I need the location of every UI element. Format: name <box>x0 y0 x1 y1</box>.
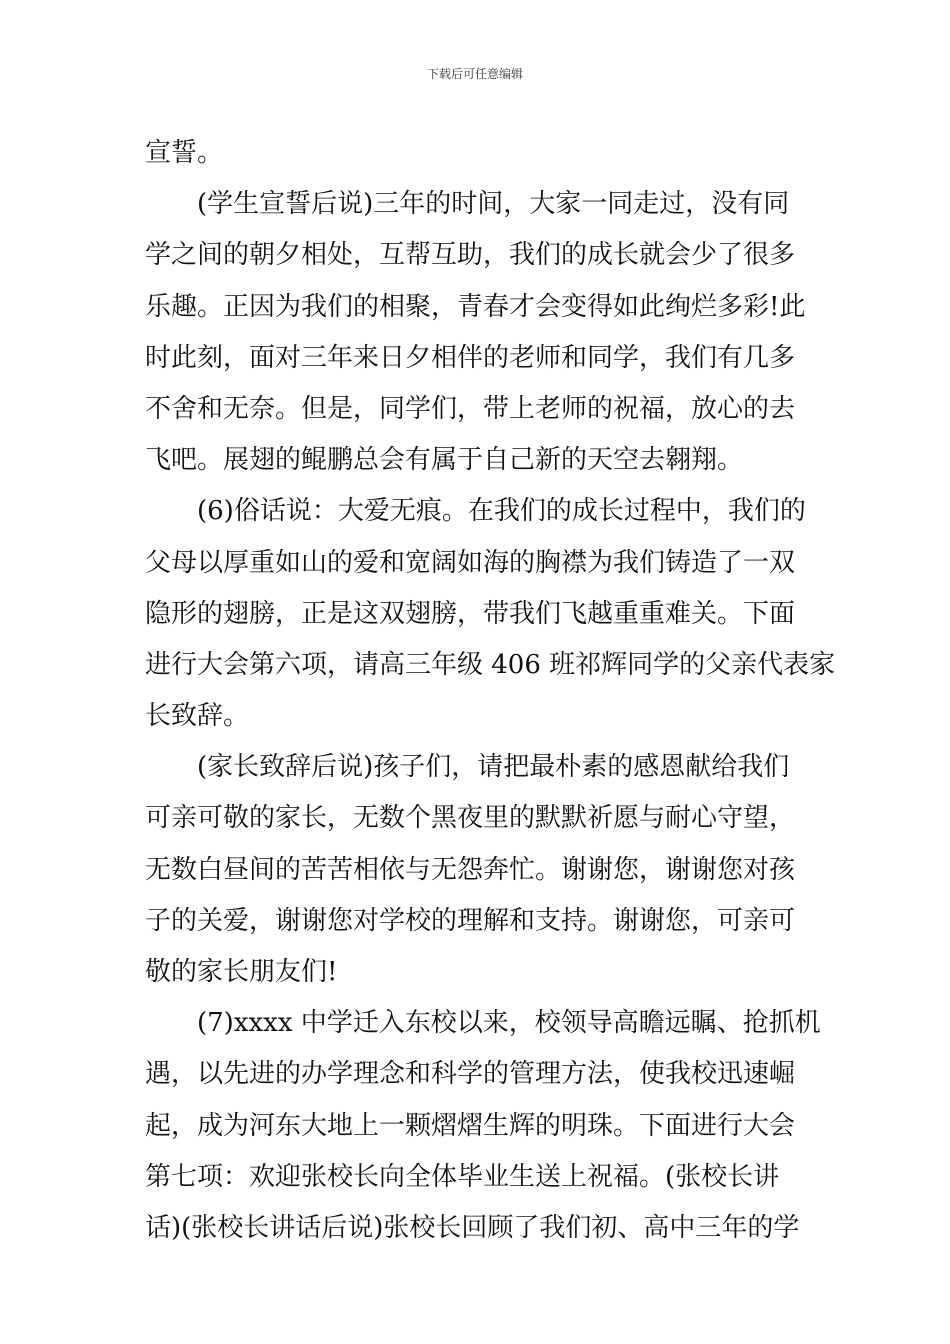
text-line: 飞吧。展翅的鲲鹏总会有属于自己新的天空去翱翔。 <box>145 445 744 476</box>
text-line: (学生宣誓后说)三年的时间，大家一同走过，没有同 <box>197 189 790 220</box>
text-line: 不舍和无奈。但是，同学们，带上老师的祝福，放心的去 <box>145 393 796 424</box>
text-line: 进行大会第六项，请高三年级 406 班祁辉同学的父亲代表家 <box>145 649 836 680</box>
text-line: 起，成为河东大地上一颗熠熠生辉的明珠。下面进行大会 <box>145 1110 796 1141</box>
text-line: 长致辞。 <box>145 701 250 732</box>
text-line: 敬的家长朋友们! <box>145 957 338 987</box>
text-line: 隐形的翅膀，正是这双翅膀，带我们飞越重重难关。下面 <box>145 598 796 629</box>
text-line: 时此刻，面对三年来日夕相伴的老师和同学，我们有几多 <box>145 342 796 373</box>
text-line: (家长致辞后说)孩子们，请把最朴素的感恩献给我们 <box>197 752 790 783</box>
text-line: 第七项：欢迎张校长向全体毕业生送上祝福。(张校长讲 <box>145 1161 780 1192</box>
text-line: 无数白昼间的苦苦相依与无怨奔忙。谢谢您，谢谢您对孩 <box>145 854 796 885</box>
document-body <box>145 128 836 1254</box>
text-line: 子的关爱，谢谢您对学校的理解和支持。谢谢您，可亲可 <box>145 905 796 936</box>
text-line: 学之间的朝夕相处，互帮互助，我们的成长就会少了很多 <box>145 240 796 271</box>
text-line: 乐趣。正因为我们的相聚，青春才会变得如此绚烂多彩!此 <box>145 291 806 322</box>
text-line: 话)(张校长讲话后说)张校长回顾了我们初、高中三年的学 <box>145 1212 800 1243</box>
text-line: 遇，以先进的办学理念和科学的管理方法，使我校迅速崛 <box>145 1059 796 1090</box>
text-line: (6)俗话说：大爱无痕。在我们的成长过程中，我们的 <box>197 496 806 527</box>
page-header: 下载后可任意编辑 <box>426 67 523 81</box>
text-line: 父母以厚重如山的爱和宽阔如海的胸襟为我们铸造了一双 <box>145 547 796 578</box>
text-line: 宣誓。 <box>145 138 224 168</box>
text-line: (7)xxxx 中学迁入东校以来，校领导高瞻远瞩、抢抓机 <box>197 1008 821 1039</box>
text-line: 可亲可敬的家长，无数个黑夜里的默默祈愿与耐心守望， <box>145 803 796 834</box>
